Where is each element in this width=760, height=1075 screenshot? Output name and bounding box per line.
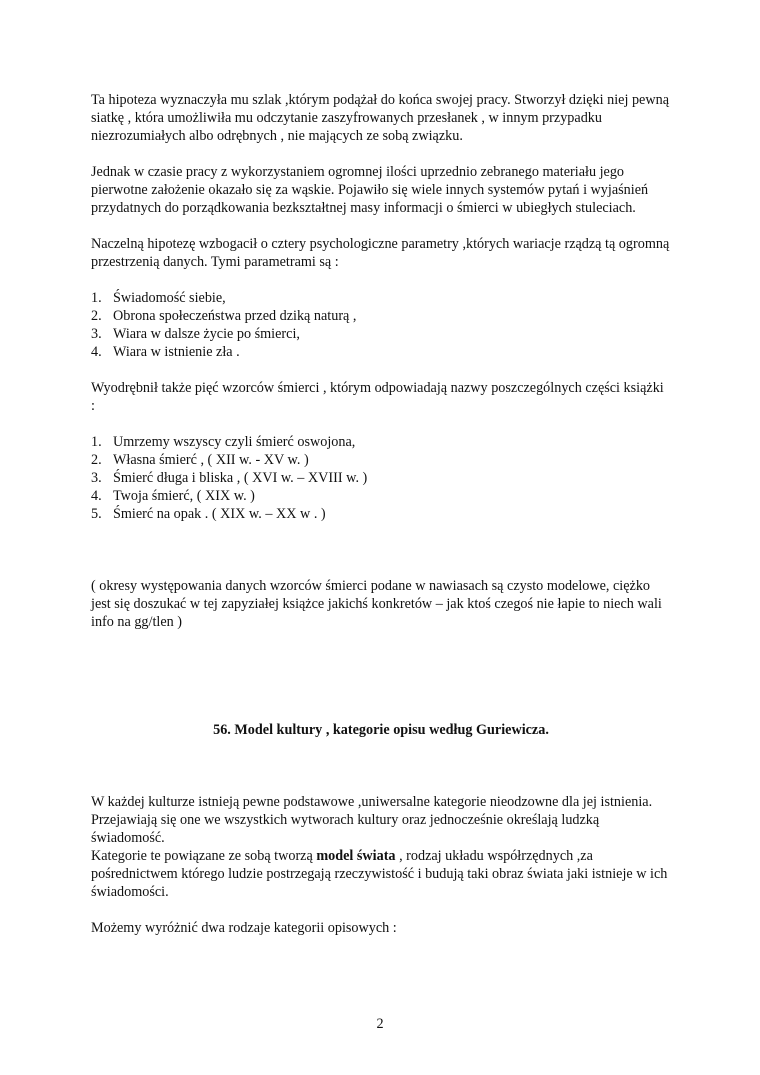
paragraph-work-process: Jednak w czasie pracy z wykorzystaniem ogromnej ilości uprzednio zebranego materiału jego pierwotne założenie okazało się za wąskie. Pojawiło się wiele innych systemów pytań i wyjaśnień przydatnych do porządkowania bezkształtnej masy informacji o śmierci w ubiegłych stuleciach.	[91, 164, 649, 216]
list-item: 2. Własna śmierć , ( XII w. - XV w. )	[91, 452, 309, 468]
paragraph-culture-categories: W każdej kulturze istnieją pewne podstawowe ,uniwersalne kategorie nieodzowne dla jej istnienia. Przejawiają się one we wszystkich wytworach kultury oraz jednocześnie określają ludzką świadomość.	[91, 794, 653, 846]
list-item: 1. Świadomość siebie,	[91, 290, 226, 306]
list-item: 5. Śmierć na opak . ( XIX w. – XX w . )	[91, 506, 326, 522]
paragraph-world-model: Kategorie te powiązane ze sobą tworzą model świata , rodzaj układu współrzędnych ,za pośrednictwem którego ludzie postrzegają rzeczywistość i budują taki obraz świata jaki istnieje w ich świadomości.	[91, 848, 668, 900]
paragraph-hypothesis: Ta hipoteza wyznaczyła mu szlak ,którym podążał do końca swojej pracy. Stworzył dzięki niej pewną siatkę , która umożliwiła mu odczytanie zaszyfrowanych przesłanek , w innym przypadku niezrozumiałych albo odrębnych , nie mających ze sobą związku.	[91, 92, 669, 144]
paragraph-periods-note: ( okresy występowania danych wzorców śmierci podane w nawiasach są czysto modelowe, ciężko jest się doszukać w tej zapyziałej książce jakichś konkretów – jak ktoś czegoś nie łapie to niech wali info na gg/tlen )	[91, 578, 662, 630]
paragraph-patterns-intro: Wyodrębnił także pięć wzorców śmierci , którym odpowiadają nazwy poszczególnych części książki :	[91, 380, 664, 414]
section-heading: 56. Model kultury , kategorie opisu według Guriewicza.	[213, 722, 549, 738]
list-item: 4. Wiara w istnienie zła .	[91, 344, 240, 360]
paragraph-two-kinds: Możemy wyróżnić dwa rodzaje kategorii opisowych :	[91, 920, 397, 936]
list-item: 3. Śmierć długa i bliska , ( XVI w. – XVIII w. )	[91, 470, 368, 486]
world-model-term: model świata	[316, 848, 396, 864]
list-item: 3. Wiara w dalsze życie po śmierci,	[91, 326, 300, 342]
page-number: 2	[376, 1016, 384, 1032]
patterns-list	[91, 433, 671, 523]
list-item: 1. Umrzemy wszyscy czyli śmierć oswojona,	[91, 434, 356, 450]
paragraph-parameters-intro: Naczelną hipotezę wzbogacił o cztery psychologiczne parametry ,których wariacje rządzą tą ogromną przestrzenią danych. Tymi parametrami są :	[91, 236, 670, 270]
list-item: 2. Obrona społeczeństwa przed dziką naturą ,	[91, 308, 357, 324]
list-item: 4. Twoja śmierć, ( XIX w. )	[91, 488, 255, 504]
document-page	[91, 91, 671, 937]
parameters-list	[91, 289, 671, 361]
